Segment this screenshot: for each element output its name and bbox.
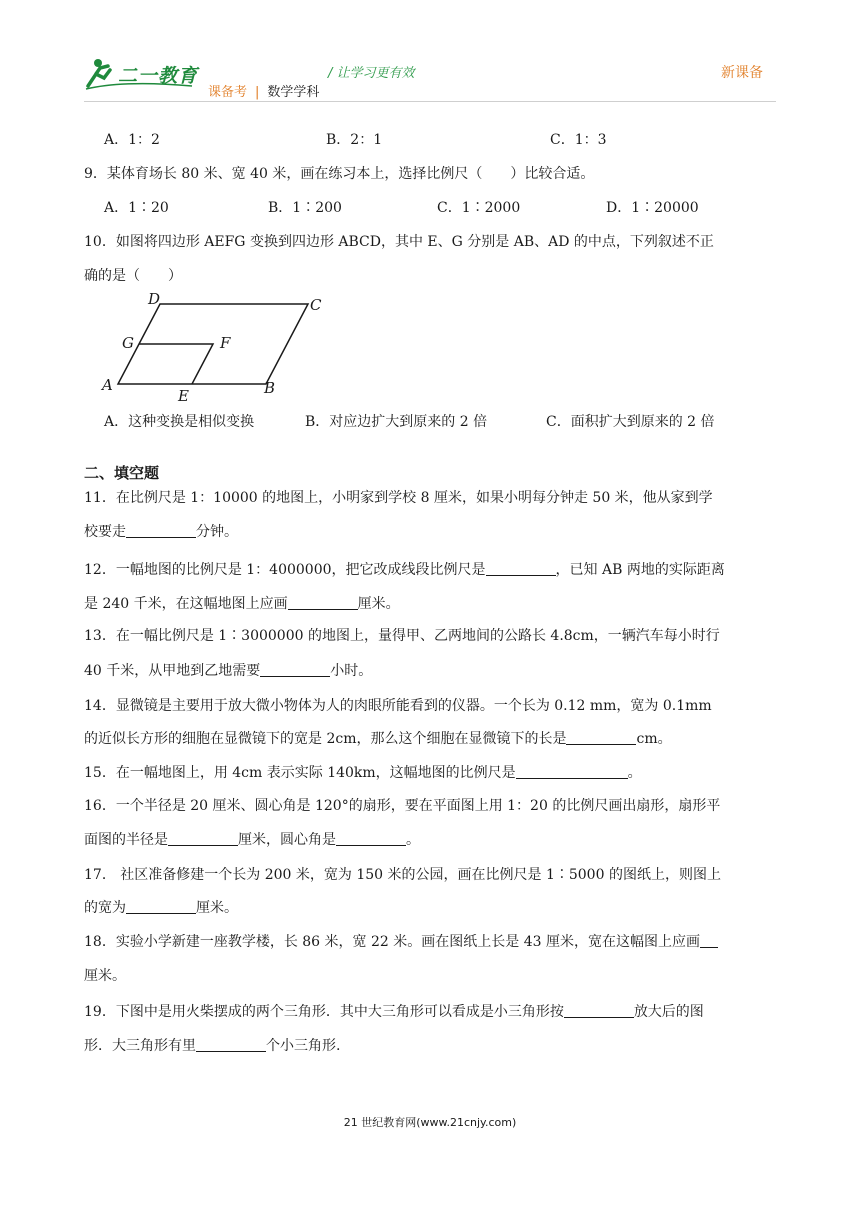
answer-blank[interactable] bbox=[260, 662, 330, 677]
header-badge: 新课备 bbox=[721, 65, 763, 81]
q10-parallelogram-figure bbox=[98, 290, 338, 402]
q19-text-line2: 形．大三角形有里 个小三角形. bbox=[84, 1038, 341, 1054]
q8-option-a: A．1：2 bbox=[104, 132, 160, 148]
page-footer: 21 世纪教育网(www.21cnjy.com) bbox=[343, 1116, 517, 1129]
answer-blank[interactable] bbox=[700, 933, 718, 948]
q18-text-line2: 厘米。 bbox=[84, 968, 126, 984]
q8-option-b: B．2：1 bbox=[326, 132, 383, 148]
answer-blank[interactable] bbox=[126, 899, 196, 914]
q9-option-a: A．1∶20 bbox=[104, 200, 169, 216]
parallelogram-aefg bbox=[139, 344, 213, 384]
header-subject bbox=[208, 81, 319, 100]
label-d: D bbox=[148, 290, 161, 308]
q11-text-line2: 校要走 分钟。 bbox=[84, 524, 238, 540]
q10-text-line2: 确的是（ ） bbox=[84, 268, 182, 284]
answer-blank[interactable] bbox=[564, 1003, 634, 1018]
q19-text-line1: 19．下图中是用火柴摆成的两个三角形．其中大三角形可以看成是小三角形按 放大后的图 bbox=[84, 1004, 704, 1020]
label-e: E bbox=[178, 387, 189, 402]
q13-text-line2: 40 千米，从甲地到乙地需要 小时。 bbox=[84, 663, 373, 679]
subject-name: 数学学科 bbox=[267, 85, 320, 100]
label-c: C bbox=[310, 296, 322, 314]
q9-option-b: B．1∶200 bbox=[268, 200, 342, 216]
q18-text-line1: 18．实验小学新建一座教学楼，长 86 米，宽 22 米。画在图纸上长是 43 厘米，宽在这幅图上应画 bbox=[84, 932, 718, 952]
subject-prefix: 课备考 bbox=[208, 85, 248, 100]
page-header bbox=[0, 0, 860, 110]
q13-text-line1: 13．在一幅比例尺是 1∶3000000 的地图上，量得甲、乙两地间的公路长 4.8cm，一辆汽车每小时行 bbox=[84, 628, 720, 644]
answer-blank[interactable] bbox=[486, 561, 556, 576]
q15-text: 15．在一幅地图上，用 4cm 表示实际 140km，这幅地图的比例尺是 。 bbox=[84, 765, 642, 781]
label-g: G bbox=[122, 334, 134, 352]
answer-blank[interactable] bbox=[168, 831, 238, 846]
q11-text-line1: 11．在比例尺是 1：10000 的地图上，小明家到学校 8 厘米，如果小明每分钟走 50 米，他从家到学 bbox=[84, 490, 713, 506]
answer-blank[interactable] bbox=[516, 764, 628, 779]
logo-text: 二一教育 bbox=[118, 65, 199, 87]
answer-blank[interactable] bbox=[126, 523, 196, 538]
q10-option-b: B．对应边扩大到原来的 2 倍 bbox=[305, 414, 488, 430]
q16-text-line2: 面图的半径是 厘米，圆心角是 。 bbox=[84, 832, 420, 848]
label-b: B bbox=[264, 379, 276, 397]
answer-blank[interactable] bbox=[566, 730, 636, 745]
q10-option-a: A．这种变换是相似变换 bbox=[104, 414, 255, 430]
label-f: F bbox=[220, 334, 231, 352]
q12-text-line2: 是 240 千米，在这幅地图上应画 厘米。 bbox=[84, 596, 400, 612]
q17-text-line1: 17． 社区准备修建一个长为 200 米，宽为 150 米的公园，画在比例尺是 1∶5000 的图纸上，则图上 bbox=[84, 867, 721, 883]
q10-option-c: C．面积扩大到原来的 2 倍 bbox=[546, 414, 715, 430]
q14-text-line1: 14．显微镜是主要用于放大微小物体为人的肉眼所能看到的仪器。一个长为 0.12 mm，宽为 0.1mm bbox=[84, 698, 712, 714]
q17-text-line2: 的宽为 厘米。 bbox=[84, 900, 238, 916]
header-slogan: / 让学习更有效 bbox=[328, 66, 415, 81]
q9-text: 9．某体育场长 80 米、宽 40 米，画在练习本上，选择比例尺（ ）比较合适。 bbox=[84, 166, 595, 182]
q16-text-line1: 16．一个半径是 20 厘米、圆心角是 120°的扇形，要在平面图上用 1：20 的比例尺画出扇形，扇形平 bbox=[84, 798, 721, 814]
answer-blank[interactable] bbox=[196, 1037, 266, 1052]
q14-text-line2: 的近似长方形的细胞在显微镜下的宽是 2cm，那么这个细胞在显微镜下的长是 cm。 bbox=[84, 731, 672, 747]
q9-option-c: C．1∶2000 bbox=[437, 200, 521, 216]
subject-separator: | bbox=[255, 85, 260, 100]
q10-text-line1: 10．如图将四边形 AEFG 变换到四边形 ABCD，其中 E、G 分别是 AB、AD 的中点，下列叙述不正 bbox=[84, 234, 714, 250]
section-title: 二、填空题 bbox=[84, 464, 160, 482]
q8-option-c: C．1：3 bbox=[550, 132, 607, 148]
answer-blank[interactable] bbox=[288, 595, 358, 610]
label-a: A bbox=[102, 376, 113, 394]
header-divider bbox=[84, 101, 776, 102]
answer-blank[interactable] bbox=[336, 831, 406, 846]
q9-option-d: D．1∶20000 bbox=[606, 200, 699, 216]
q12-text-line1: 12．一幅地图的比例尺是 1：4000000，把它改成线段比例尺是 ，已知 AB 两地的实际距离 bbox=[84, 562, 725, 578]
